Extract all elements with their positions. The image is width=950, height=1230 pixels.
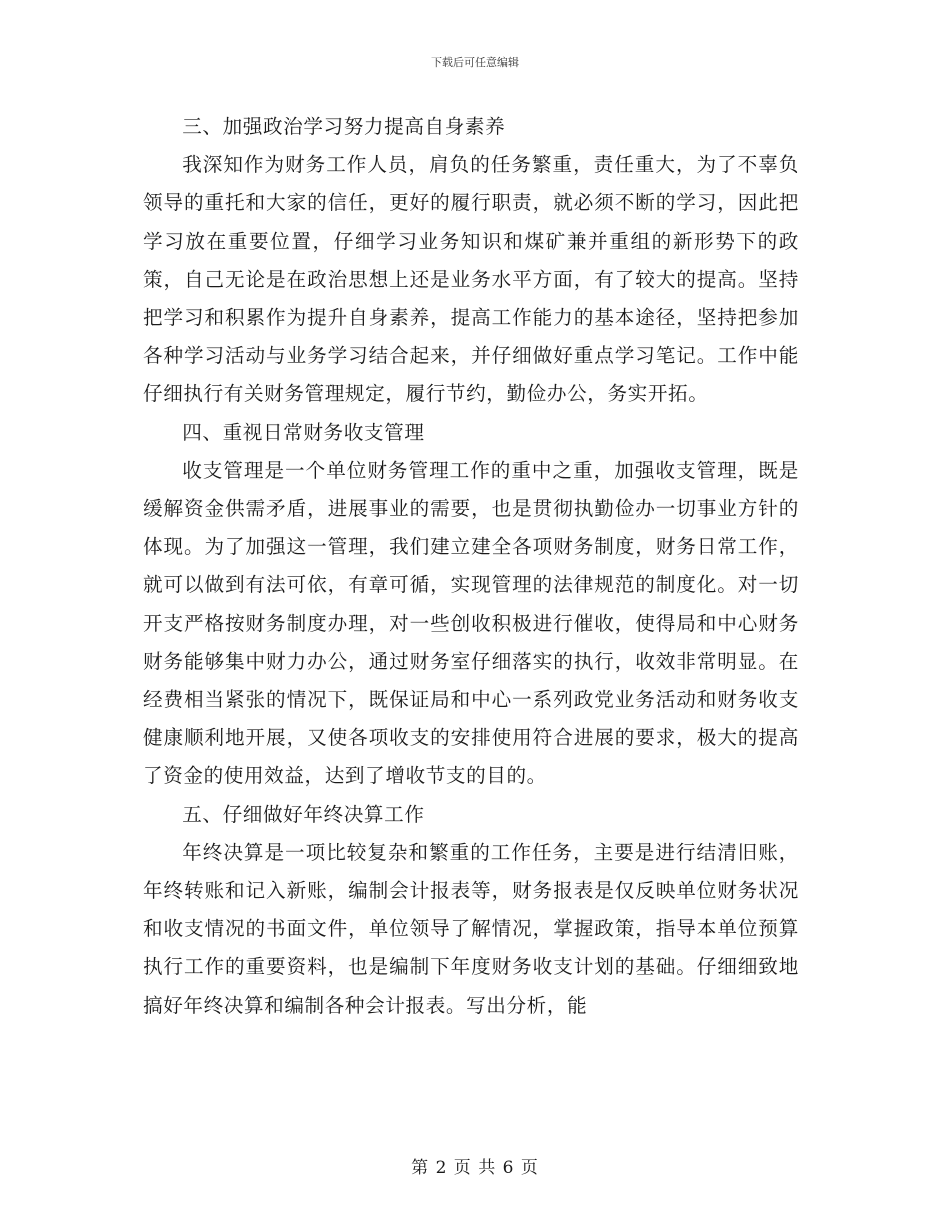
section-heading-5: 五、仔细做好年终决算工作	[182, 802, 425, 826]
paragraph-3: 我深知作为财务工作人员，肩负的任务繁重，责任重大，为了不辜负领导的重托和大家的信任，更好的履行职责，就必须不断的学习，因此把学习放在重要位置，仔细学习业务知识和煤矿兼并重组的新形势下的政策，自己无论是在政治思想上还是业务水平方面，有了较大的提高。坚持把学习和积累作为提升自身素养，提高工作能力的基本途径，坚持把参加各种学习活动与业务学习结合起来，并仔细做好重点学习笔记。工作中能仔细执行有关财务管理规定，履行节约，勤俭办公，务实开拓。	[143, 153, 799, 406]
document-body	[143, 108, 799, 1025]
paragraph-5: 年终决算是一项比较复杂和繁重的工作任务，主要是进行结清旧账，年终转账和记入新账，编制会计报表等，财务报表是仅反映单位财务状况和收支情况的书面文件，单位领导了解情况，掌握政策，指导本单位预算执行工作的重要资料，也是编制下年度财务收支计划的基础。仔细细致地搞好年终决算和编制各种会计报表。写出分析，能	[143, 840, 799, 1017]
paragraph-4: 收支管理是一个单位财务管理工作的重中之重，加强收支管理，既是缓解资金供需矛盾，进展事业的需要，也是贯彻执勤俭办一切事业方针的体现。为了加强这一管理，我们建立建全各项财务制度，财务日常工作，就可以做到有法可依，有章可循，实现管理的法律规范的制度化。对一切开支严格按财务制度办理，对一些创收积极进行催收，使得局和中心财务财务能够集中财力办公，通过财务室仔细落实的执行，收效非常明显。在经费相当紧张的情况下，既保证局和中心一系列政党业务活动和财务收支健康顺利地开展，又使各项收支的安排使用符合进展的要求，极大的提高了资金的使用效益，达到了增收节支的目的。	[143, 458, 799, 788]
section-heading-3: 三、加强政治学习努力提高自身素养	[182, 115, 506, 138]
page-header: 下载后可任意编辑	[431, 56, 519, 69]
section-heading-4: 四、重视日常财务收支管理	[182, 420, 425, 444]
page-number: 第 2 页 共 6 页	[411, 1158, 539, 1178]
